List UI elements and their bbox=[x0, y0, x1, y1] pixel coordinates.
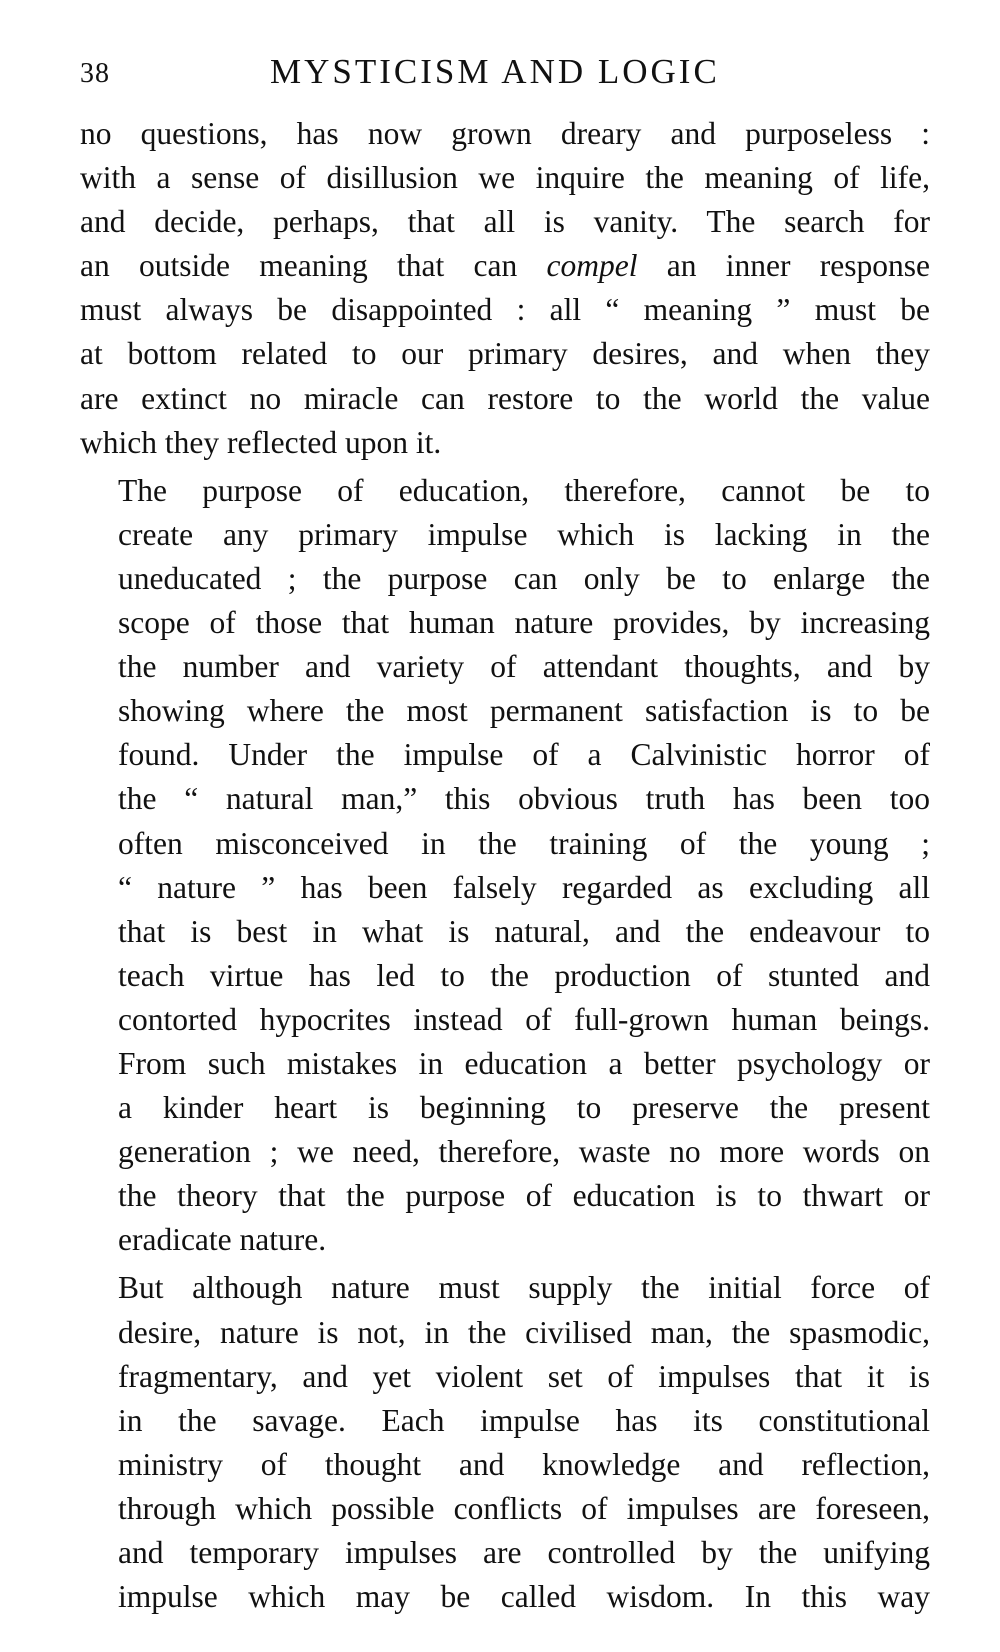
body-text bbox=[80, 112, 930, 1619]
text-line: From such mistakes in education a better psychology or bbox=[118, 1045, 930, 1081]
text-line: the number and variety of attendant thoughts, and by bbox=[118, 649, 930, 685]
text-line: ministry of thought and knowledge and reflection, bbox=[118, 1446, 930, 1482]
text-line: impulse which may be called wisdom. In this way bbox=[118, 1579, 930, 1615]
text-line: and temporary impulses are controlled by the unifying bbox=[118, 1535, 930, 1570]
text-line: contorted hypocrites instead of full-grown human beings. bbox=[118, 1001, 930, 1037]
text-line: that is best in what is natural, and the endeavour to bbox=[118, 913, 930, 949]
paragraph-2 bbox=[80, 469, 930, 1263]
text-line: But although nature must supply the initial force of bbox=[118, 1270, 930, 1306]
text-line: fragmentary, and yet violent set of impulses that it is bbox=[118, 1358, 930, 1394]
text-line: eradicate nature. bbox=[118, 1222, 327, 1258]
text-line: create any primary impulse which is lacking in the bbox=[118, 516, 930, 552]
text-line: uneducated ; the purpose can only be to enlarge the bbox=[118, 560, 930, 596]
text-line: the theory that the purpose of education is to thwart or bbox=[118, 1178, 930, 1214]
text-line bbox=[80, 244, 930, 288]
text-line: “ nature ” has been falsely regarded as excluding all bbox=[118, 869, 930, 905]
paragraph-3 bbox=[80, 1266, 930, 1619]
text-line: showing where the most permanent satisfaction is to be bbox=[118, 693, 930, 729]
book-page bbox=[80, 52, 930, 1619]
text-line: in the savage. Each impulse has its constitutional bbox=[118, 1402, 930, 1438]
text-line: scope of those that human nature provides, by increasing bbox=[118, 605, 930, 641]
text-line: found. Under the impulse of a Calvinistic horror of bbox=[118, 737, 930, 773]
text-line: must always be disappointed : all “ meaning ” must be bbox=[80, 292, 930, 328]
text-line: through which possible conflicts of impulses are foreseen, bbox=[118, 1490, 930, 1526]
text-line: desire, nature is not, in the civilised man, the spasmodic, bbox=[118, 1314, 930, 1350]
running-title: MYSTICISM AND LOGIC bbox=[270, 52, 720, 91]
emphasized-word: compel bbox=[546, 248, 638, 284]
text-line: teach virtue has led to the production of stunted and bbox=[118, 957, 930, 993]
text-line: with a sense of disillusion we inquire the meaning of life, bbox=[80, 160, 930, 196]
text-line: the “ natural man,” this obvious truth has been too bbox=[118, 781, 930, 817]
text-run: an inner response bbox=[637, 248, 930, 284]
text-line: are extinct no miracle can restore to the world the value bbox=[80, 380, 930, 416]
page-header bbox=[80, 52, 930, 104]
text-line: often misconceived in the training of the young ; bbox=[118, 825, 930, 861]
page-number: 38 bbox=[80, 58, 110, 89]
text-line: generation ; we need, therefore, waste no more words on bbox=[118, 1134, 930, 1170]
text-run: an outside meaning that can bbox=[80, 248, 547, 284]
text-line: no questions, has now grown dreary and purposeless : bbox=[80, 116, 930, 151]
text-line: a kinder heart is beginning to preserve the present bbox=[118, 1090, 930, 1126]
text-line: and decide, perhaps, that all is vanity. The search for bbox=[80, 204, 930, 240]
text-line: at bottom related to our primary desires, and when they bbox=[80, 336, 930, 372]
paragraph-1 bbox=[80, 112, 930, 465]
text-line: The purpose of education, therefore, cannot be to bbox=[118, 472, 930, 508]
text-line: which they reflected upon it. bbox=[80, 424, 442, 460]
